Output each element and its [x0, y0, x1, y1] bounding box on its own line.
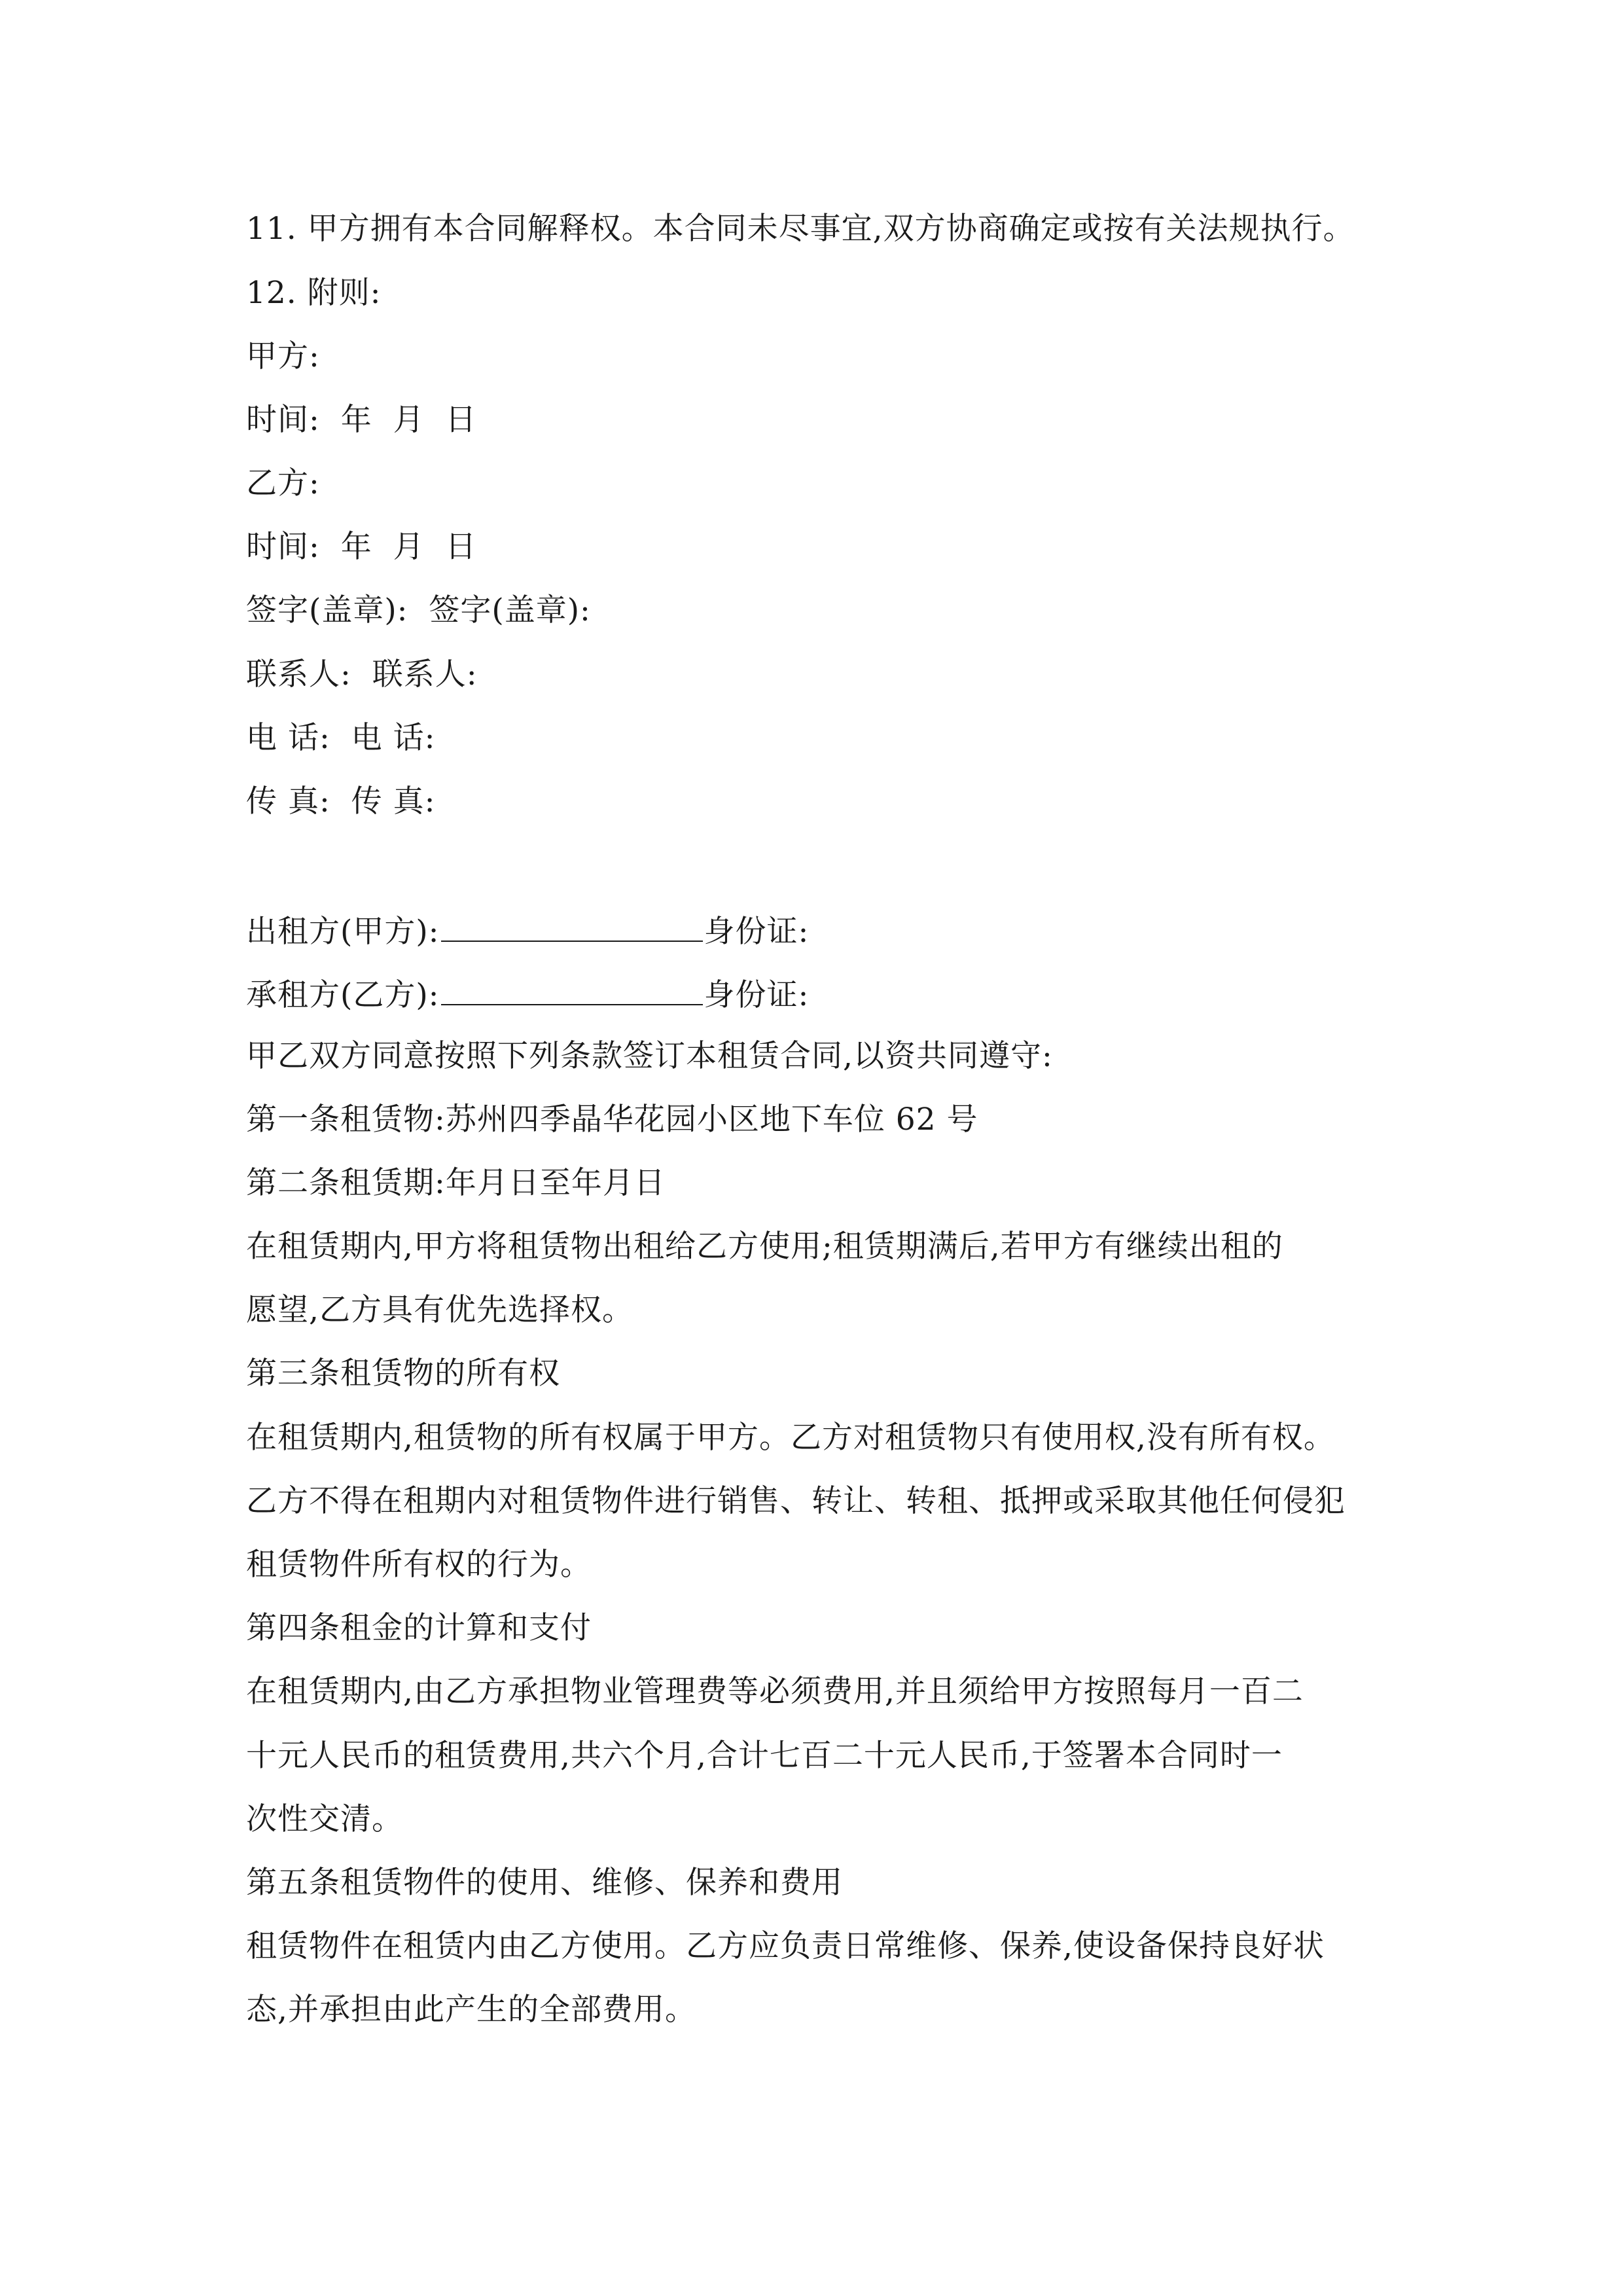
article-4-heading: 第四条租金的计算和支付 — [246, 1610, 592, 1646]
party-b-label: 乙方: — [246, 465, 320, 501]
article-3-body-line1: 在租赁期内,租赁物的所有权属于甲方。乙方对租赁物只有使用权,没有所有权。 — [246, 1420, 1335, 1456]
contract-intro: 甲乙双方同意按照下列条款签订本租赁合同,以资共同遵守: — [246, 1038, 1053, 1074]
lessee-id-label: 身份证: — [704, 977, 810, 1013]
party-a-label: 甲方: — [246, 338, 320, 374]
lessee-name-blank — [441, 973, 703, 1005]
article-2-body-line1: 在租赁期内,甲方将租赁物出租给乙方使用;租赁期满后,若甲方有继续出租的 — [246, 1229, 1283, 1265]
article-1: 第一条租赁物:苏州四季晶华花园小区地下车位 62 号 — [246, 1102, 978, 1138]
lessor-name-blank — [441, 909, 703, 942]
article-4-body-line3: 次性交清。 — [246, 1801, 403, 1837]
lessor-line — [246, 909, 809, 952]
fax-line: 传 真: 传 真: — [246, 783, 436, 819]
article-3-body-line2: 乙方不得在租期内对租赁物件进行销售、转让、转租、抵押或采取其他任何侵犯 — [246, 1483, 1346, 1519]
article-4-body-line2: 十元人民币的租赁费用,共六个月,合计七百二十元人民币,于签署本合同时一 — [246, 1738, 1283, 1774]
article-5-body-line1: 租赁物件在租赁内由乙方使用。乙方应负责日常维修、保养,使设备保持良好状 — [246, 1928, 1325, 1964]
article-2-heading: 第二条租赁期:年月日至年月日 — [246, 1165, 666, 1201]
clause-12: 12. 附则: — [246, 275, 382, 311]
party-b-date: 时间: 年 月 日 — [246, 529, 477, 565]
article-5-heading: 第五条租赁物件的使用、维修、保养和费用 — [246, 1865, 843, 1901]
article-2-body-line2: 愿望,乙方具有优先选择权。 — [246, 1292, 633, 1328]
lessee-line — [246, 973, 809, 1015]
lessor-label: 出租方(甲方): — [246, 914, 440, 950]
lessor-id-label: 身份证: — [704, 914, 810, 950]
signature-line: 签字(盖章): 签字(盖章): — [246, 592, 591, 628]
clause-11: 11. 甲方拥有本合同解释权。本合同未尽事宜,双方协商确定或按有关法规执行。 — [246, 211, 1355, 247]
article-3-heading: 第三条租赁物的所有权 — [246, 1355, 560, 1391]
phone-line: 电 话: 电 话: — [246, 720, 436, 756]
article-5-body-line2: 态,并承担由此产生的全部费用。 — [246, 1992, 696, 2028]
article-3-body-line3: 租赁物件所有权的行为。 — [246, 1547, 592, 1583]
contact-line: 联系人: 联系人: — [246, 656, 478, 692]
lessee-label: 承租方(乙方): — [246, 977, 440, 1013]
article-4-body-line1: 在租赁期内,由乙方承担物业管理费等必须费用,并且须给甲方按照每月一百二 — [246, 1674, 1304, 1710]
party-a-date: 时间: 年 月 日 — [246, 402, 477, 438]
